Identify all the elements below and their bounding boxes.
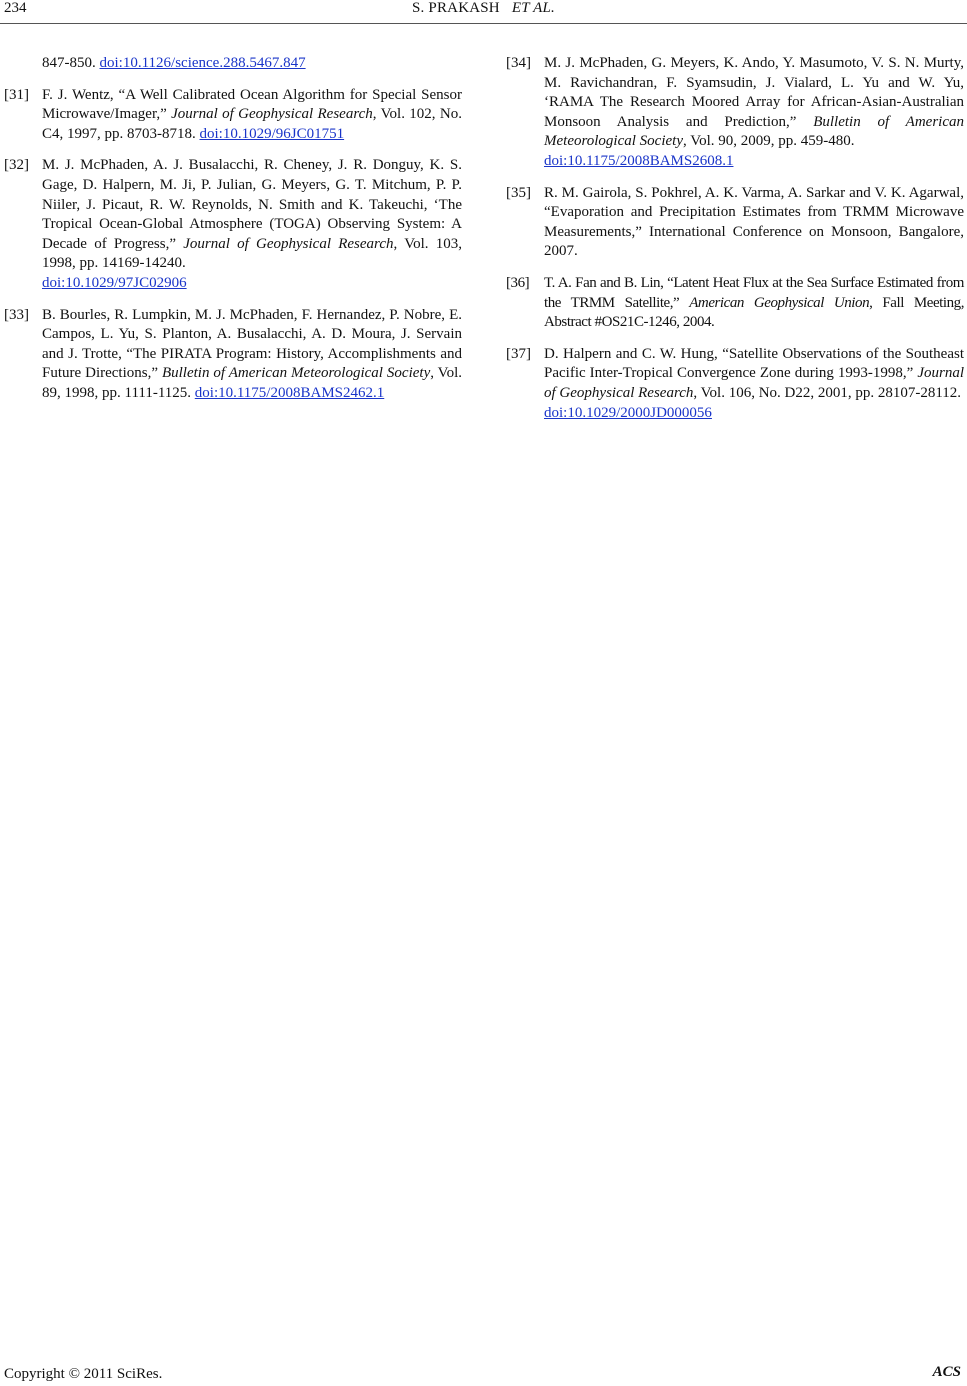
doi-link[interactable]: doi:10.1029/96JC01751 xyxy=(199,125,345,142)
reference-continuation xyxy=(4,54,462,74)
journal-title: Journal of Geophysical Research xyxy=(183,235,394,252)
reference-33 xyxy=(4,306,462,404)
doi-link[interactable]: doi:10.1175/2008BAMS2608.1 xyxy=(544,152,734,169)
reference-number: [32] xyxy=(4,157,29,174)
footer-copyright: Copyright © 2011 SciRes. xyxy=(4,1366,163,1382)
reference-text: R. M. Gairola, S. Pokhrel, A. K. Varma, A. Sarkar and V. K. Agarwal, “Evaporation and Precipitation Estimates from TRMM Microwave Measurements,” International Conference on Monsoon, Bangalore, 2007. xyxy=(544,184,964,260)
reference-text: , Vol. 90, 2009, pp. 459-480. xyxy=(682,133,855,150)
reference-number: [37] xyxy=(506,345,531,362)
reference-body xyxy=(42,86,462,145)
reference-text: , Fall Meeting, Abstract #OS21C-1246, 2004. xyxy=(544,294,965,331)
reference-text: , Vol. 89, 1998, pp. 1111-1125. xyxy=(42,365,462,401)
reference-body xyxy=(42,306,462,404)
reference-text: T. A. Fan and B. Lin, “Latent Heat Flux at the Sea Surface Estimated from the TRMM Satellite,” xyxy=(544,274,964,311)
doi-link[interactable]: doi:10.1029/97JC02906 xyxy=(42,274,187,291)
journal-title: Journal of Geophysical Research xyxy=(171,106,373,123)
reference-text: , Vol. 106, No. D22, 2001, pp. 28107-28112. xyxy=(693,384,962,401)
running-head-author: S. PRAKASH xyxy=(411,0,500,16)
running-head-etal: ET AL. xyxy=(511,0,556,16)
doi-link[interactable]: doi:10.1175/2008BAMS2462.1 xyxy=(194,384,385,401)
header-rule xyxy=(0,23,967,24)
reference-number: [35] xyxy=(506,184,531,201)
reference-text: F. J. Wentz, “A Well Calibrated Ocean Algorithm for Special Sensor Microwave/Imager,” xyxy=(42,86,462,123)
journal-title: Bulletin of American Meteorological Society xyxy=(544,113,964,150)
reference-34 xyxy=(506,54,964,172)
reference-body xyxy=(544,274,964,333)
reference-text: , Vol. 103, 1998, pp. 14169-14240. xyxy=(42,235,463,272)
reference-body xyxy=(544,184,964,262)
reference-text: B. Bourles, R. Lumpkin, M. J. McPhaden, F. Hernandez, P. Nobre, E. Campos, L. Yu, S. Planton, A. Busalacchi, A. D. Moura, J. Servain and J. Trotte, “The PIRATA Program: History, Accomplishments and Future Directions,” xyxy=(42,306,462,382)
doi-link[interactable]: doi:10.1029/2000JD000056 xyxy=(544,404,712,421)
reference-text: D. Halpern and C. W. Hung, “Satellite Observations of the Southeast Pacific Inter-Tropical Convergence Zone during 1993-1998,” xyxy=(544,345,964,382)
reference-text: M. J. McPhaden, A. J. Busalacchi, R. Cheney, J. R. Donguy, K. S. Gage, D. Halpern, M. Ji, P. Julian, G. Meyers, G. T. Mitchum, P. P. Niiler, J. Picaut, R. W. Reynolds, N. Smith and K. Takeuchi, ‘The Tropical Ocean-Global Atmosphere (TOGA) Observing System: A Decade of Progress,” xyxy=(42,157,462,252)
journal-title: Journal of Geophysical Research xyxy=(544,365,964,401)
reference-31 xyxy=(4,86,462,145)
reference-body xyxy=(544,345,964,423)
reference-number: [34] xyxy=(506,55,531,71)
reference-number: [33] xyxy=(4,306,29,323)
reference-32 xyxy=(4,156,462,293)
reference-body xyxy=(544,54,964,172)
running-head xyxy=(0,0,967,17)
reference-text: 847-850. xyxy=(42,55,100,71)
reference-37 xyxy=(506,345,964,423)
reference-number: [36] xyxy=(506,274,530,291)
footer-journal-abbrev: ACS xyxy=(932,1364,961,1380)
left-column xyxy=(4,54,462,416)
doi-link[interactable]: doi:10.1126/science.288.5467.847 xyxy=(99,55,306,71)
journal-title: American Geophysical Union xyxy=(689,294,870,311)
page-number: 234 xyxy=(4,0,27,16)
reference-35 xyxy=(506,184,964,262)
reference-text: M. J. McPhaden, G. Meyers, K. Ando, Y. Masumoto, V. S. N. Murty, M. Ravichandran, F. Syamsudin, J. Vialard, L. Yu and W. Yu, ‘RAMA The Research Moored Array for African-Asian-Australian Monsoon Analysis and Prediction,” xyxy=(544,55,964,130)
journal-title: Bulletin of American Meteorological Society xyxy=(161,365,431,382)
reference-number: [31] xyxy=(4,86,29,103)
reference-text: , Vol. 102, No. C4, 1997, pp. 8703-8718. xyxy=(42,106,462,142)
reference-body xyxy=(42,156,462,293)
right-column xyxy=(506,54,964,435)
reference-36 xyxy=(506,274,964,333)
